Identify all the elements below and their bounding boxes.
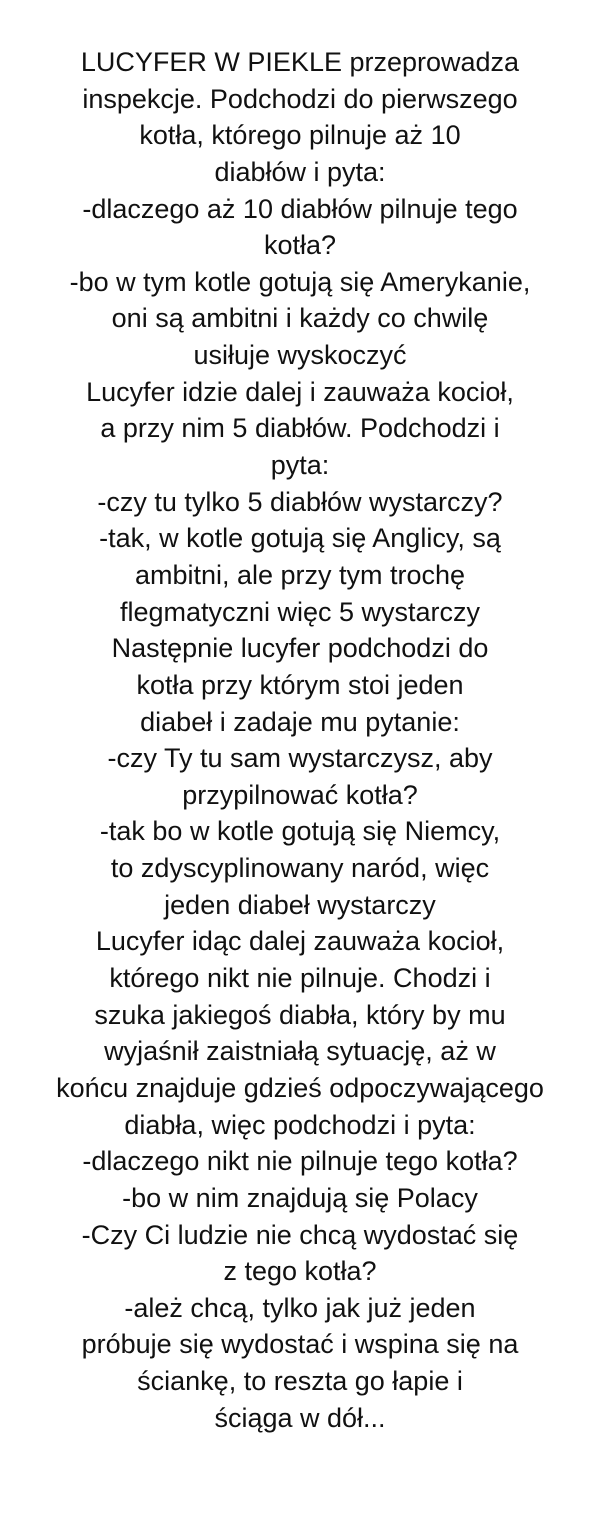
- text-line: flegmatyczni więc 5 wystarczy: [119, 596, 481, 627]
- text-line: kotła przy którym stoi jeden: [136, 669, 464, 700]
- text-line: to zdyscyplinowany naród, więc: [110, 853, 490, 884]
- text-line: szuka jakiegoś diabła, który by mu: [94, 999, 506, 1030]
- text-line: -tak, w kotle gotują się Anglicy, są: [99, 523, 501, 554]
- text-line: z tego kotła?: [223, 1256, 377, 1287]
- text-line: -dlaczego nikt nie pilnuje tego kotła?: [82, 1146, 518, 1177]
- text-line: pyta:: [270, 450, 330, 481]
- text-line: jeden diabeł wystarczy: [164, 889, 436, 920]
- text-line: diabeł i zadaje mu pytanie:: [140, 706, 460, 737]
- text-line: diabła, więc podchodzi i pyta:: [124, 1109, 476, 1140]
- text-line: którego nikt nie pilnuje. Chodzi i: [109, 963, 491, 994]
- text-line: a przy nim 5 diabłów. Podchodzi i: [100, 413, 500, 444]
- text-line: oni są ambitni i każdy co chwilę: [111, 303, 489, 334]
- text-line: -dlaczego aż 10 diabłów pilnuje tego: [82, 193, 518, 224]
- text-line: -Czy Ci ludzie nie chcą wydostać się: [81, 1219, 519, 1250]
- text-line: wyjaśnił zaistniałą sytuację, aż w: [104, 1036, 496, 1067]
- text-line: Następnie lucyfer podchodzi do: [111, 633, 489, 664]
- text-line: inspekcje. Podchodzi do pierwszego: [82, 83, 518, 114]
- text-line: -bo w tym kotle gotują się Amerykanie,: [69, 266, 531, 297]
- text-line: końcu znajduje gdzieś odpoczywającego: [56, 1072, 544, 1103]
- text-line: ambitni, ale przy tym trochę: [134, 559, 466, 590]
- text-line: -czy tu tylko 5 diabłów wystarczy?: [97, 486, 503, 517]
- text-line: Lucyfer idzie dalej i zauważa kocioł,: [86, 376, 514, 407]
- text-line: diabłów i pyta:: [214, 156, 386, 187]
- joke-text: [0, 44, 600, 1436]
- text-line: -czy Ty tu sam wystarczysz, aby: [107, 743, 493, 774]
- text-line: usiłuje wyskoczyć: [193, 340, 407, 371]
- text-line: LUCYFER W PIEKLE przeprowadza: [80, 47, 520, 77]
- text-line: -bo w nim znajdują się Polacy: [122, 1182, 478, 1213]
- text-line: ściankę, to reszta go łapie i: [137, 1366, 463, 1397]
- text-line: próbuje się wydostać i wspina się na: [81, 1329, 519, 1360]
- text-line: -ależ chcą, tylko jak już jeden: [124, 1292, 476, 1323]
- text-line: kotła, którego pilnuje aż 10: [139, 120, 461, 151]
- text-line: przypilnować kotła?: [182, 779, 418, 810]
- text-line: -tak bo w kotle gotują się Niemcy,: [99, 816, 501, 847]
- text-line: ściąga w dół...: [214, 1402, 386, 1433]
- text-line: kotła?: [263, 230, 337, 261]
- text-line: Lucyfer idąc dalej zauważa kocioł,: [95, 926, 505, 957]
